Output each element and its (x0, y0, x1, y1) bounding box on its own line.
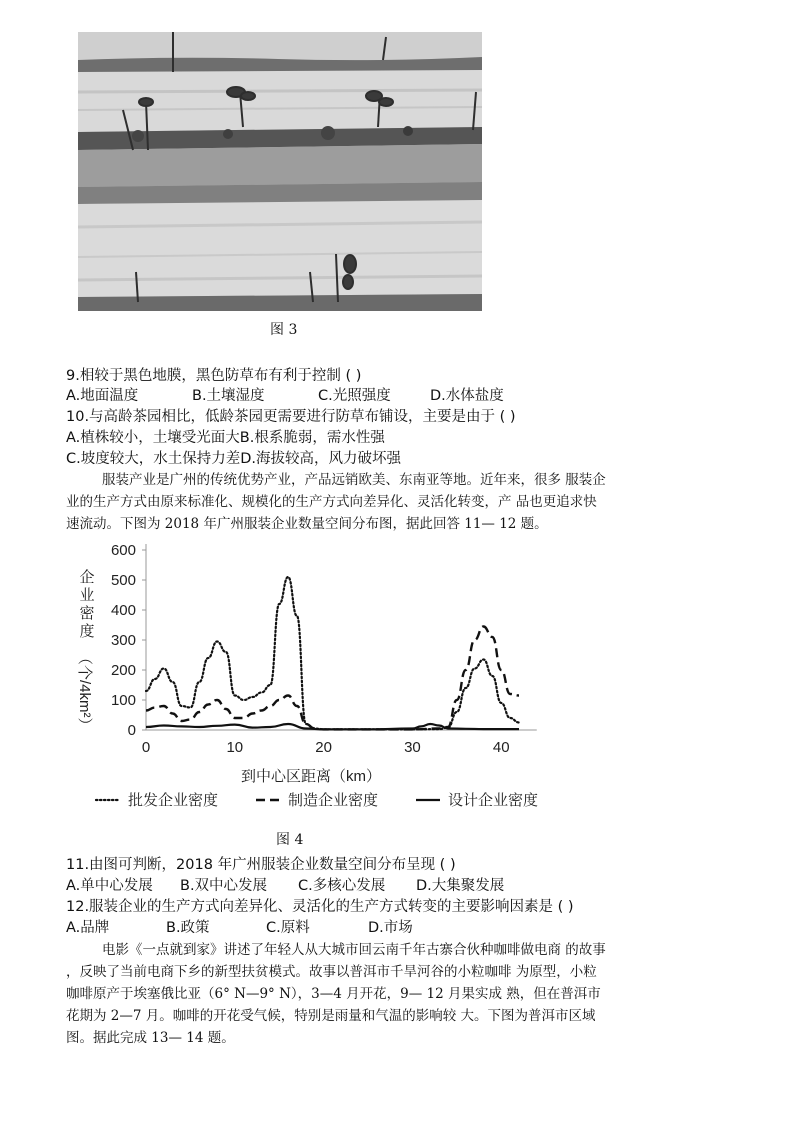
passage-2-line-2: ，反映了当前电商下乡的新型扶贫模式。故事以普洱市千旱河谷的小粒咖啡 为原型，小粒 (66, 964, 597, 980)
question-11-option-c[interactable]: C.多核心发展 (298, 878, 386, 894)
question-9-option-c[interactable]: C.光照强度 (318, 388, 391, 404)
question-12-option-a[interactable]: A.品牌 (66, 920, 110, 936)
question-10-options-line-2[interactable]: C.坡度较大，水土保持力差D.海拔较高，风力破坏强 (66, 451, 402, 467)
chart-y-axis-label-char: 企 (79, 569, 95, 586)
chart-y-tick-label: 600 (110, 542, 136, 559)
legend-label-2: 制造企业密度 (288, 792, 379, 809)
passage-1-line-3: 速流动。下图为 2018 年广州服装企业数量空间分布图，据此回答 11— 12 题。 (66, 516, 548, 532)
passage-2-line-3: 咖啡原产于埃塞俄比亚（6° N—9° N），3—4 月开花，9— 12 月果实成 熟，但在普洱市 (66, 986, 601, 1002)
question-10-options-line-1[interactable]: A.植株较小，土壤受光面大B.根系脆弱，需水性强 (66, 430, 385, 446)
passage-1-line-2: 业的生产方式由原来标准化、规模化的生产方式向差异化、灵活化转变，产 品也更追求快 (66, 494, 597, 510)
figure-4-chart (66, 538, 586, 818)
question-12-stem: 12.服装企业的生产方式向差异化、灵活化的生产方式转变的主要影响因素是 ( ) (66, 899, 574, 915)
chart-series-3-line (146, 724, 519, 729)
chart-y-tick-label: 400 (110, 602, 136, 619)
chart-x-tick-label: 30 (404, 739, 421, 756)
chart-x-tick-label: 40 (492, 739, 510, 756)
figure-3-caption: 图 3 (270, 322, 298, 338)
passage-2-line-1: 电影《一点就到家》讲述了年轻人从大城市回云南千年古寨合伙种咖啡做电商 的故事 (102, 942, 606, 958)
chart-series-1-line (146, 577, 519, 729)
question-11-option-b[interactable]: B.双中心发展 (180, 878, 268, 894)
chart-y-axis-label-unit: （个/4km²） (76, 650, 93, 733)
question-12-options (66, 918, 413, 938)
question-11-option-d[interactable]: D.大集聚发展 (416, 878, 505, 894)
question-9-option-d[interactable]: D.水体盐度 (430, 388, 504, 404)
passage-2-line-5: 图。据此完成 13— 14 题。 (66, 1030, 235, 1046)
chart-y-tick-label: 500 (110, 572, 136, 589)
question-12-option-c[interactable]: C.原料 (266, 920, 310, 936)
question-11-options (66, 876, 504, 896)
figure-4-caption: 图 4 (276, 832, 304, 848)
passage-1-line-1: 服装产业是广州的传统优势产业，产品远销欧美、东南亚等地。近年来，很多 服装企 (102, 472, 606, 488)
chart-x-tick-label: 10 (226, 739, 244, 756)
chart-x-tick-label: 20 (315, 739, 332, 756)
question-11-stem: 11.由图可判断，2018 年广州服装企业数量空间分布呈现 ( ) (66, 857, 456, 873)
chart-y-tick-label: 300 (110, 632, 136, 649)
legend-label-1: 批发企业密度 (128, 792, 219, 809)
chart-x-axis-label: 到中心区距离（km） (241, 768, 381, 785)
chart-x-tick-label: 0 (141, 739, 151, 756)
passage-2-line-4: 花期为 2—7 月。咖啡的开花受气候，特别是雨量和气温的影响较 大。下图为普洱市区域 (66, 1008, 596, 1024)
weed-fabric-photo (78, 32, 482, 311)
chart-y-tick-label: 0 (127, 722, 136, 739)
question-9-stem: 9.相较于黑色地膜，黑色防草布有利于控制 ( ) (66, 368, 362, 384)
chart-y-axis-label-char: 业 (79, 587, 95, 604)
question-12-option-d[interactable]: D.市场 (368, 920, 413, 936)
question-11-option-a[interactable]: A.单中心发展 (66, 878, 153, 894)
question-9-option-a[interactable]: A.地面温度 (66, 388, 139, 404)
question-10-stem: 10.与高龄茶园相比，低龄茶园更需要进行防草布铺设，主要是由于 ( ) (66, 409, 516, 425)
chart-y-tick-label: 200 (110, 662, 136, 679)
question-9-option-b[interactable]: B.土壤湿度 (192, 388, 265, 404)
chart-y-axis-label-char: 度 (79, 623, 95, 640)
figure-3-photo (78, 32, 482, 311)
chart-y-axis-label-char: 密 (79, 605, 95, 622)
question-9-options (66, 386, 504, 406)
chart-y-tick-label: 100 (110, 692, 136, 709)
question-12-option-b[interactable]: B.政策 (166, 920, 210, 936)
legend-label-3: 设计企业密度 (448, 792, 539, 809)
